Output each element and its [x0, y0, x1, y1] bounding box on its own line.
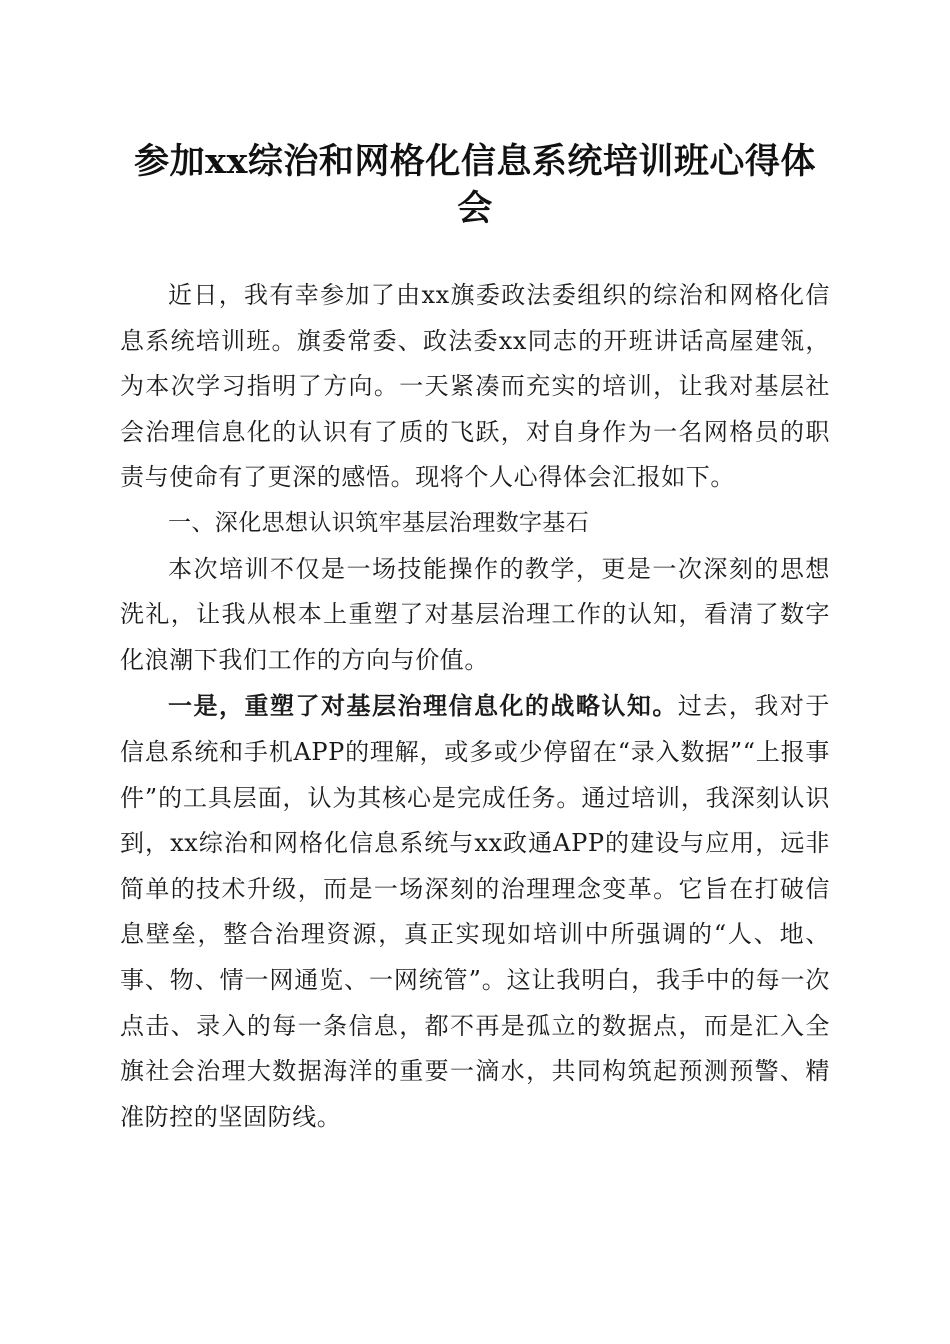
- document-body: [120, 273, 830, 1140]
- intro-paragraph: 近日，我有幸参加了由xx旗委政法委组织的综治和网格化信息系统培训班。旗委常委、政法委xx同志的开班讲话高屋建瓴，为本次学习指明了方向。一天紧凑而充实的培训，让我对基层社会治理信息化的认识有了质的飞跃，对自身作为一名网格员的职责与使命有了更深的感悟。现将个人心得体会汇报如下。: [120, 281, 830, 492]
- point-1-lead: 一是，重塑了对基层治理信息化的战略认知。: [168, 691, 678, 721]
- document-page: [120, 0, 830, 1140]
- section-heading-1: 一、深化思想认识筑牢基层治理数字基石: [168, 509, 590, 536]
- point-1-text: 过去，我对于信息系统和手机APP的理解，或多或少停留在“录入数据”“上报事件”的工具层面，认为其核心是完成任务。通过培训，我深刻认识到，xx综治和网格化信息系统与xx政通APP的建设与应用，远非简单的技术升级，而是一场深刻的治理理念变革。它旨在打破信息壁垒，整合治理资源，真正实现如培训中所强调的“人、地、事、物、情一网通览、一网统管”。这让我明白，我手中的每一次点击、录入的每一条信息，都不再是孤立的数据点，而是汇入全旗社会治理大数据海洋的重要一滴水，共同构筑起预测预警、精准防控的坚固防线。: [120, 692, 830, 1131]
- section-1-paragraph: 本次培训不仅是一场技能操作的教学，更是一次深刻的思想洗礼，让我从根本上重塑了对基层治理工作的认知，看清了数字化浪潮下我们工作的方向与价值。: [120, 554, 830, 674]
- point-1-paragraph: [120, 683, 830, 1140]
- document-title: 参加xx综治和网格化信息系统培训班心得体会: [134, 141, 816, 229]
